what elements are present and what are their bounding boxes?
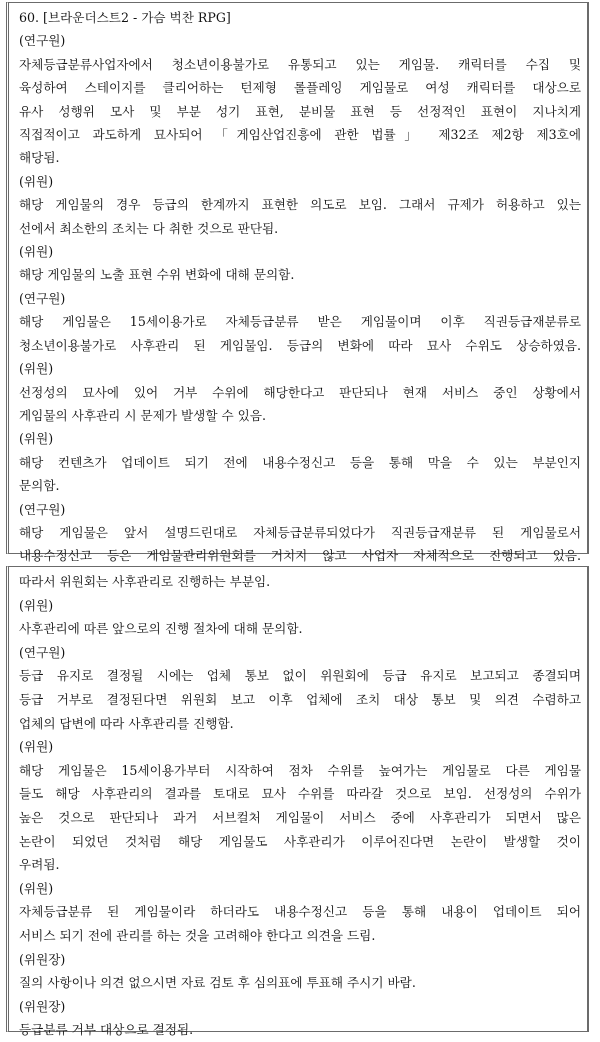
statement-text-line: 서비스 되기 전에 관리를 하는 것을 고려해야 한다고 의견을 드림. [19,927,376,943]
statement-text-line: 업체의 답변에 따라 사후관리를 진행함. [19,715,234,731]
statement-text-line: 우려됨. [19,857,60,873]
statement-text-line: 육성하여 스테이지를 클리어하는 턴제형 롤플레잉 게임물로 여성 캐릭터를 대상으로 [19,80,581,96]
statement-text-line: 해당 컨텐츠가 업데이트 되기 전에 내용수정신고 등을 통해 막을 수 있는 부분인지 [19,454,581,470]
speaker-label: (위원) [19,361,54,377]
statement-text-line: 사후관리에 따른 앞으로의 진행 절차에 대해 문의함. [19,621,303,637]
statement-text-line: 해당 게임물의 노출 표현 수위 변화에 대해 문의함. [19,267,295,283]
panel-bottom-content [9,567,587,1042]
speaker-label: (위원장) [19,998,66,1014]
statement-text-line: 따라서 위원회는 사후관리로 진행하는 부분임. [19,574,271,589]
panel-top-content [9,3,587,568]
statement-text-line: 들도 해당 사후관리의 결과를 토대로 묘사 수위를 따라갈 것으로 보임. 선정성의 수위가 [19,786,581,802]
statement-text-line: 논란이 되었던 것처럼 해당 게임물도 사후관리가 이루어진다면 논란이 발생할 것이 [19,833,581,849]
statement-text-line: 높은 것으로 판단되나 과거 서브컬처 게임물이 서비스 중에 사후관리가 되면서 많은 [19,809,581,825]
statement-text-line: 유사 성행위 모사 및 부분 성기 표현, 분비물 표현 등 선정적인 표현이 지나치게 [19,103,581,119]
speaker-label: (위원) [19,173,54,189]
statement-text-line: 등급 유지로 결정될 시에는 업체 통보 없이 위원회에 등급 유지로 보고되고 종결되며 [19,668,581,684]
statement-text-line: 직접적이고 과도하게 묘사되어 「게임산업진흥에 관한 법률」 제32조 제2항 제3호에 [19,127,581,143]
speaker-label: (연구원) [19,501,66,517]
statement-text-line: 등급분류 거부 대상으로 결정됨. [19,1022,194,1038]
statement-text-line: 해당됨. [19,150,60,166]
statement-text-line: 질의 사항이나 의견 없으시면 자료 검토 후 심의표에 투표해 주시기 바람. [19,975,416,991]
statement-text-line: 해당 게임물은 앞서 설명드린대로 자체등급분류되었다가 직권등급재분류 된 게임물로서 [19,524,581,540]
speaker-label: (연구원) [19,33,66,49]
speaker-label: (위원장) [19,951,66,967]
statement-text-line: 자체등급분류 된 게임물이라 하더라도 내용수정신고 등을 통해 내용이 업데이트 되어 [19,904,581,920]
statement-text-line: 자체등급분류사업자에서 청소년이용불가로 유통되고 있는 게임물. 캐릭터를 수집 및 [19,56,581,72]
speaker-label: (연구원) [19,644,66,660]
document-panel-bottom [6,566,589,1038]
speaker-label: (위원) [19,739,54,755]
document-panel-top [6,2,589,564]
statement-text-line: 내용수정신고 등은 게임물관리위원회를 거치지 않고 사업자 자체적으로 진행되고 있음. [19,548,581,564]
statement-text-line: 등급 거부로 결정된다면 위원회 보고 이후 업체에 조치 대상 통보 및 의견 수렴하고 [19,691,581,707]
statement-text-line: 문의함. [19,478,60,494]
statement-text-line: 게임물의 사후관리 시 문제가 발생할 수 있음. [19,407,267,423]
agenda-item-title: 60. [브라운더스트2 - 가슴 벅찬 RPG] [19,10,231,25]
panel-top-lines [19,29,581,567]
statement-text-line: 해당 게임물은 15세이용가로 자체등급분류 받은 게임물이며 이후 직권등급재분류로 [19,314,581,330]
speaker-label: (위원) [19,431,54,447]
statement-text-line: 해당 게임물의 경우 등급의 한계까지 표현한 의도로 보임. 그래서 규제가 허용하고 있는 [19,197,581,213]
panel-bottom-lines [19,570,581,1042]
speaker-label: (위원) [19,597,54,613]
statement-text-line: 청소년이용불가로 사후관리 된 게임물임. 등급의 변화에 따라 묘사 수위도 상승하였음. [19,337,581,353]
speaker-label: (연구원) [19,290,66,306]
speaker-label: (위원) [19,880,54,896]
speaker-label: (위원) [19,244,54,260]
statement-text-line: 선에서 최소한의 조치는 다 취한 것으로 판단됨. [19,220,279,236]
statement-text-line: 선정성의 묘사에 있어 거부 수위에 해당한다고 판단되나 현재 서비스 중인 상황에서 [19,384,581,400]
statement-text-line: 해당 게임물은 15세이용가부터 시작하여 점차 수위를 높여가는 게임물로 다른 게임물 [19,762,581,778]
